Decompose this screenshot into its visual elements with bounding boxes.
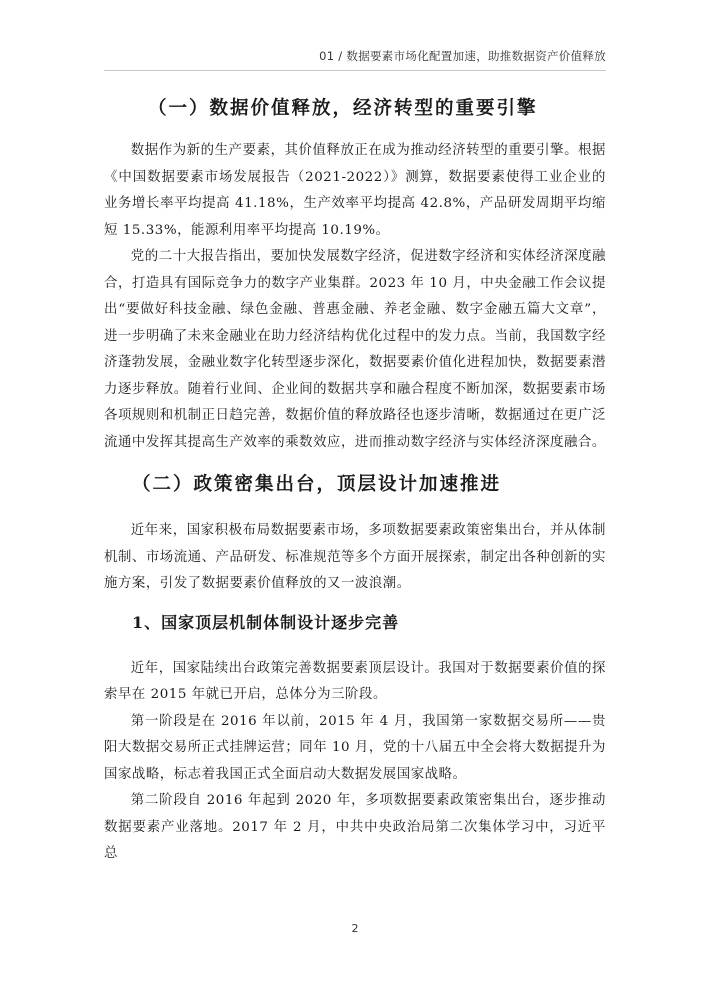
running-header: 01 / 数据要素市场化配置加速，助推数据资产价值释放 — [319, 49, 606, 63]
header-divider — [104, 70, 606, 71]
paragraph: 数据作为新的生产要素，其价值释放正在成为推动经济转型的重要引擎。根据《中国数据要素市场发展报告（2021-2022）》测算，数据要素使得工业企业的业务增长率平均提高 41.18%，生产效率平均提高 42.8%，产品研发周期平均缩短 15.33%，能源利用率平均提高 10.19%。 — [104, 143, 606, 238]
section-heading-data-value: （一）数据价值释放，经济转型的重要引擎 — [148, 98, 538, 119]
subsection-heading-top-level-design: 1、国家顶层机制体制设计逐步完善 — [132, 612, 400, 632]
section-heading-policy: （二）政策密集出台，顶层设计加速推进 — [132, 474, 502, 495]
page-content — [104, 82, 606, 868]
paragraph: 第一阶段是在 2016 年以前，2015 年 4 月，我国第一家数据交易所——贵阳大数据交易所正式挂牌运营；同年 10 月，党的十八届五中全会将大数据提升为国家战略，标志着我国正式全面启动大数据发展国家战略。 — [104, 713, 606, 782]
paragraph: 近年来，国家积极布局数据要素市场，多项数据要素政策密集出台，并从体制机制、市场流通、产品研发、标准规范等多个方面开展探索，制定出各种创新的实施方案，引发了数据要素价值释放的又一波浪潮。 — [104, 523, 606, 591]
paragraph: 第二阶段自 2016 年起到 2020 年，多项数据要素政策密集出台，逐步推动数据要素产业落地。2017 年 2 月，中共中央政治局第二次集体学习中，习近平总 — [104, 793, 606, 861]
paragraph: 近年，国家陆续出台政策完善数据要素顶层设计。我国对于数据要素价值的探索早在 2015 年就已开启，总体分为三阶段。 — [104, 660, 606, 702]
page-number: 2 — [351, 922, 359, 935]
paragraph: 党的二十大报告指出，要加快发展数字经济，促进数字经济和实体经济深度融合，打造具有国际竞争力的数字产业集群。2023 年 10 月，中央金融工作会议提出“要做好科技金融、绿色金融、普惠金融、养老金融、数字金融五篇大文章”，进一步明确了未来金融业在助力经济结构优化过程中的发力点。当前，我国数字经济蓬勃发展，金融业数字化转型逐步深化，数据要素价值化进程加快，数据要素潜力逐步释放。随着行业间、企业间的数据共享和融合程度不断加深，数据要素市场各项规则和机制正日趋完善，数据价值的释放路径也逐步清晰，数据通过在更广泛流通中发挥其提高生产效率的乘数效应，进而推动数字经济与实体经济深度融合。 — [104, 249, 606, 450]
